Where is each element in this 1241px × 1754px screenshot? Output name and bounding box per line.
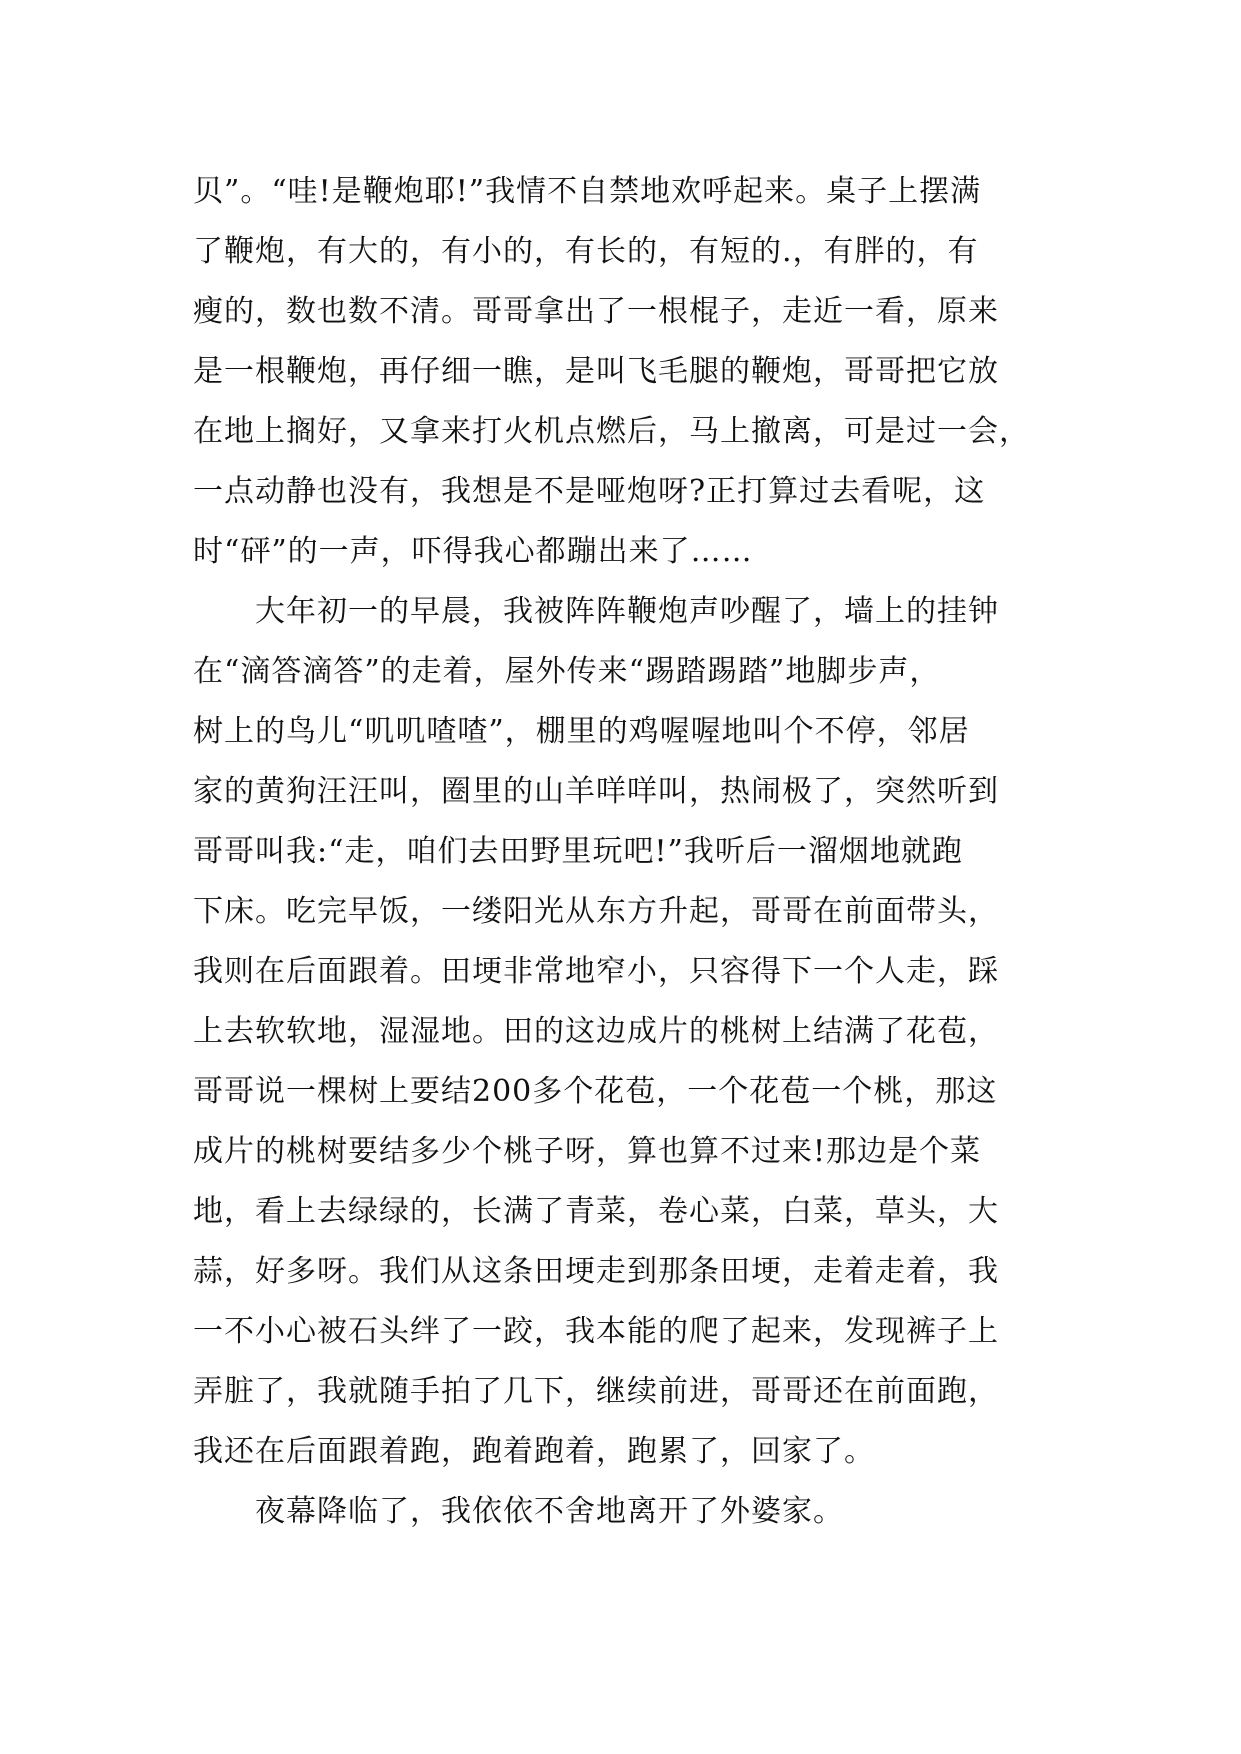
text-line: 上去软软地，湿湿地。田的这边成片的桃树上结满了花苞，: [193, 1014, 999, 1049]
text-line: 在“滴答滴答”的走着，屋外传来“踢踏踢踏”地脚步声，: [193, 654, 941, 689]
text-line: 贝”。“哇!是鞭炮耶!”我情不自禁地欢呼起来。桌子上摆满: [193, 174, 982, 209]
text-line: 在地上搁好，又拿来打火机点燃后，马上撤离，可是过一会，: [193, 414, 1030, 449]
paragraph-start-line: 大年初一的早晨，我被阵阵鞭炮声吵醒了，墙上的挂钟: [193, 594, 999, 629]
text-line: 哥哥说一棵树上要结200多个花苞，一个花苞一个桃，那这: [193, 1074, 998, 1109]
body-text: [193, 162, 1063, 1542]
text-line: 弄脏了，我就随手拍了几下，继续前进，哥哥还在前面跑，: [193, 1374, 999, 1409]
text-line: 我还在后面跟着跑，跑着跑着，跑累了，回家了。: [193, 1434, 875, 1469]
text-line: 了鞭炮，有大的，有小的，有长的，有短的.，有胖的，有: [193, 234, 979, 269]
text-line: 家的黄狗汪汪叫，圈里的山羊咩咩叫，热闹极了，突然听到: [193, 774, 999, 809]
text-line: 一点动静也没有，我想是不是哑炮呀?正打算过去看呢，这: [193, 474, 986, 509]
text-line: 我则在后面跟着。田埂非常地窄小，只容得下一个人走，踩: [193, 954, 999, 989]
text-line: 成片的桃树要结多少个桃子呀，算也算不过来!那边是个菜: [193, 1134, 982, 1169]
text-line: 一不小心被石头绊了一跤，我本能的爬了起来，发现裤子上: [193, 1314, 999, 1349]
text-line: 哥哥叫我:“走，咱们去田野里玩吧!”我听后一溜烟地就跑: [193, 834, 963, 869]
text-line: 树上的鸟儿“叽叽喳喳”，棚里的鸡喔喔地叫个不停，邻居: [193, 714, 970, 749]
text-line: 瘦的，数也数不清。哥哥拿出了一根棍子，走近一看，原来: [193, 294, 999, 329]
text-line: 时“砰”的一声，吓得我心都蹦出来了……: [193, 534, 753, 569]
text-line: 蒜，好多呀。我们从这条田埂走到那条田埂，走着走着，我: [193, 1254, 999, 1289]
paragraph-start-line: 夜幕降临了，我依依不舍地离开了外婆家。: [193, 1494, 844, 1529]
text-line: 地，看上去绿绿的，长满了青菜，卷心菜，白菜，草头，大: [193, 1194, 999, 1229]
text-line: 是一根鞭炮，再仔细一瞧，是叫飞毛腿的鞭炮，哥哥把它放: [193, 354, 999, 389]
text-line: 下床。吃完早饭，一缕阳光从东方升起，哥哥在前面带头，: [193, 894, 999, 929]
